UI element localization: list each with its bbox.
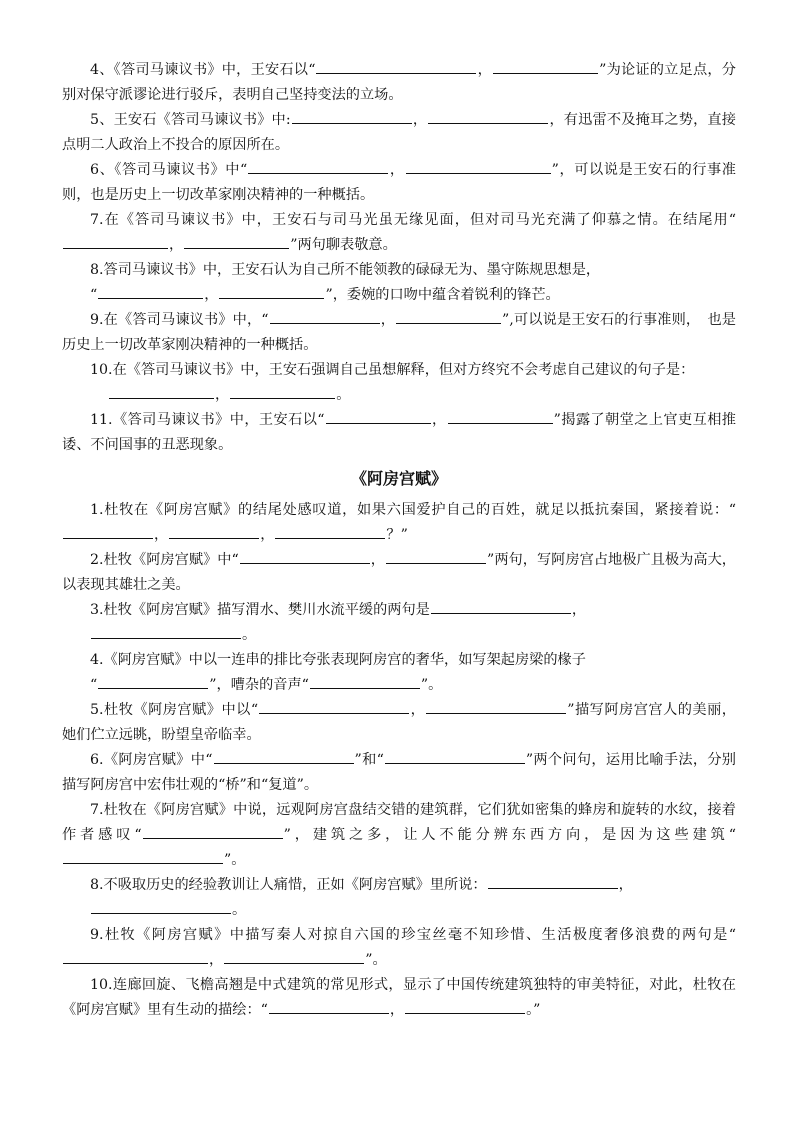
answer-blank[interactable] [109, 384, 214, 399]
answer-blank[interactable] [493, 59, 598, 74]
answer-blank[interactable] [63, 524, 153, 539]
answer-blank[interactable] [98, 284, 203, 299]
answer-blank[interactable] [448, 409, 553, 424]
answer-blank[interactable] [98, 674, 208, 689]
answer-blank[interactable] [405, 999, 525, 1014]
answer-blank[interactable] [63, 949, 208, 964]
answer-blank[interactable] [91, 624, 241, 639]
question-9: 9.在《答司马谏议书》中，“ ， ”,可以说是王安石的行事准则， 也是历史上一切改革家刚决精神的一种概括。 [62, 308, 736, 358]
answer-blank[interactable] [396, 309, 501, 324]
answer-blank[interactable] [214, 749, 354, 764]
question-1: 1.杜牧在《阿房宫赋》的结尾处感叹道，如果六国爱护自己的百姓，就足以抵抗秦国，紧接着说：“， ， ？” [62, 498, 736, 548]
answer-blank[interactable] [310, 674, 420, 689]
answer-blank[interactable] [428, 109, 548, 124]
answer-blank[interactable] [63, 849, 223, 864]
question-6: 6、《答司马谏议书》中“ ， ”，可以说是王安石的行事准则，也是历史上一切改革家刚决精神的一种概括。 [62, 158, 736, 208]
answer-blank[interactable] [431, 599, 571, 614]
question-10: 10.连廊回旋、飞檐高翘是中式建筑的常见形式，显示了中国传统建筑独特的审美特征，对此，杜牧在《阿房宫赋》里有生动的描绘：“ ， 。” [62, 977, 736, 1018]
answer-blank[interactable] [230, 384, 335, 399]
answer-blank[interactable] [406, 159, 551, 174]
question-4: 4、《答司马谏议书》中，王安石以“ ， ”为论证的立足点，分别对保守派谬论进行驳斥，表明自己坚持变法的立场。 [62, 58, 736, 108]
question-7: 7.在《答司马谏议书》中，王安石与司马光虽无缘见面，但对司马光充满了仰慕之情。在结尾用“， ”两句聊表敬意。 [62, 208, 736, 258]
answer-blank[interactable] [248, 159, 388, 174]
answer-blank[interactable] [292, 109, 412, 124]
question-11: 11.《答司马谏议书》中，王安石以“ ， ”揭露了朝堂之上官吏互相推诿、不问国事的丑恶现象。 [62, 408, 736, 458]
question-5: 5、王安石《答司马谏议书》中: ， ，有迅雷不及掩耳之势，直接点明二人政治上不投合的原因所在。 [62, 108, 736, 158]
question-6: 6.《阿房宫赋》中“ ”和“ ”两个问句，运用比喻手法，分别描写阿房宫中宏伟壮观的“桥”和“复道”。 [62, 748, 736, 798]
answer-blank[interactable] [259, 699, 409, 714]
worksheet-page [62, 58, 736, 1023]
question-7: 7.杜牧在《阿房宫赋》中说，远观阿房宫盘结交错的建筑群，它们犹如密集的蜂房和旋转的水纹，接着作者感叹“ ”，建筑之多，让人不能分辨东西方向，是因为这些建筑“”。 [62, 802, 736, 868]
answer-blank[interactable] [219, 284, 324, 299]
answer-blank[interactable] [270, 309, 380, 324]
answer-blank[interactable] [184, 234, 289, 249]
question-8: 8.答司马谏议书》中，王安石认为自己所不能领教的碌碌无为、墨守陈规思想是， “ ， ”，委婉的口吻中蕴含着锐利的锋芒。 [90, 262, 601, 303]
question-4: 4.《阿房宫赋》中以一连串的排比夸张表现阿房宫的奢华，如写架起房梁的椽子 “ ”，嘈杂的音声“ ”。 [90, 652, 586, 693]
answer-blank[interactable] [488, 874, 618, 889]
answer-blank[interactable] [143, 824, 283, 839]
answer-blank[interactable] [326, 409, 431, 424]
section-title: 《阿房宫赋》 [350, 469, 447, 488]
answer-blank[interactable] [240, 549, 370, 564]
answer-blank[interactable] [269, 999, 389, 1014]
question-3: 3.杜牧《阿房宫赋》描写渭水、樊川水流平缓的两句是 ， 。 [62, 598, 736, 648]
question-9: 9.杜牧《阿房宫赋》中描写秦人对掠自六国的珍宝丝毫不知珍惜、生活极度奢侈浪费的两句是“， ”。 [62, 923, 736, 973]
answer-blank[interactable] [275, 524, 385, 539]
answer-blank[interactable] [91, 899, 231, 914]
answer-blank[interactable] [386, 549, 486, 564]
question-8: 8.不吸取历史的经验教训让人痛惜，正如《阿房宫赋》里所说： ， 。 [62, 873, 736, 923]
answer-blank[interactable] [426, 699, 566, 714]
answer-blank[interactable] [385, 749, 525, 764]
question-2: 2.杜牧《阿房宫赋》中“ ， ”两句，写阿房宫占地极广且极为高大，以表现其雄壮之美。 [62, 548, 736, 598]
question-10: 10.在《答司马谏议书》中，王安石强调自己虽想解释，但对方终究不会考虑自己建议的句子是： ， 。 [90, 362, 695, 403]
answer-blank[interactable] [316, 59, 476, 74]
question-5: 5.杜牧《阿房宫赋》中以“ ， ”描写阿房宫宫人的美丽，她们伫立远眺，盼望皇帝临幸。 [62, 698, 736, 748]
answer-blank[interactable] [63, 234, 168, 249]
answer-blank[interactable] [169, 524, 259, 539]
answer-blank[interactable] [224, 949, 364, 964]
